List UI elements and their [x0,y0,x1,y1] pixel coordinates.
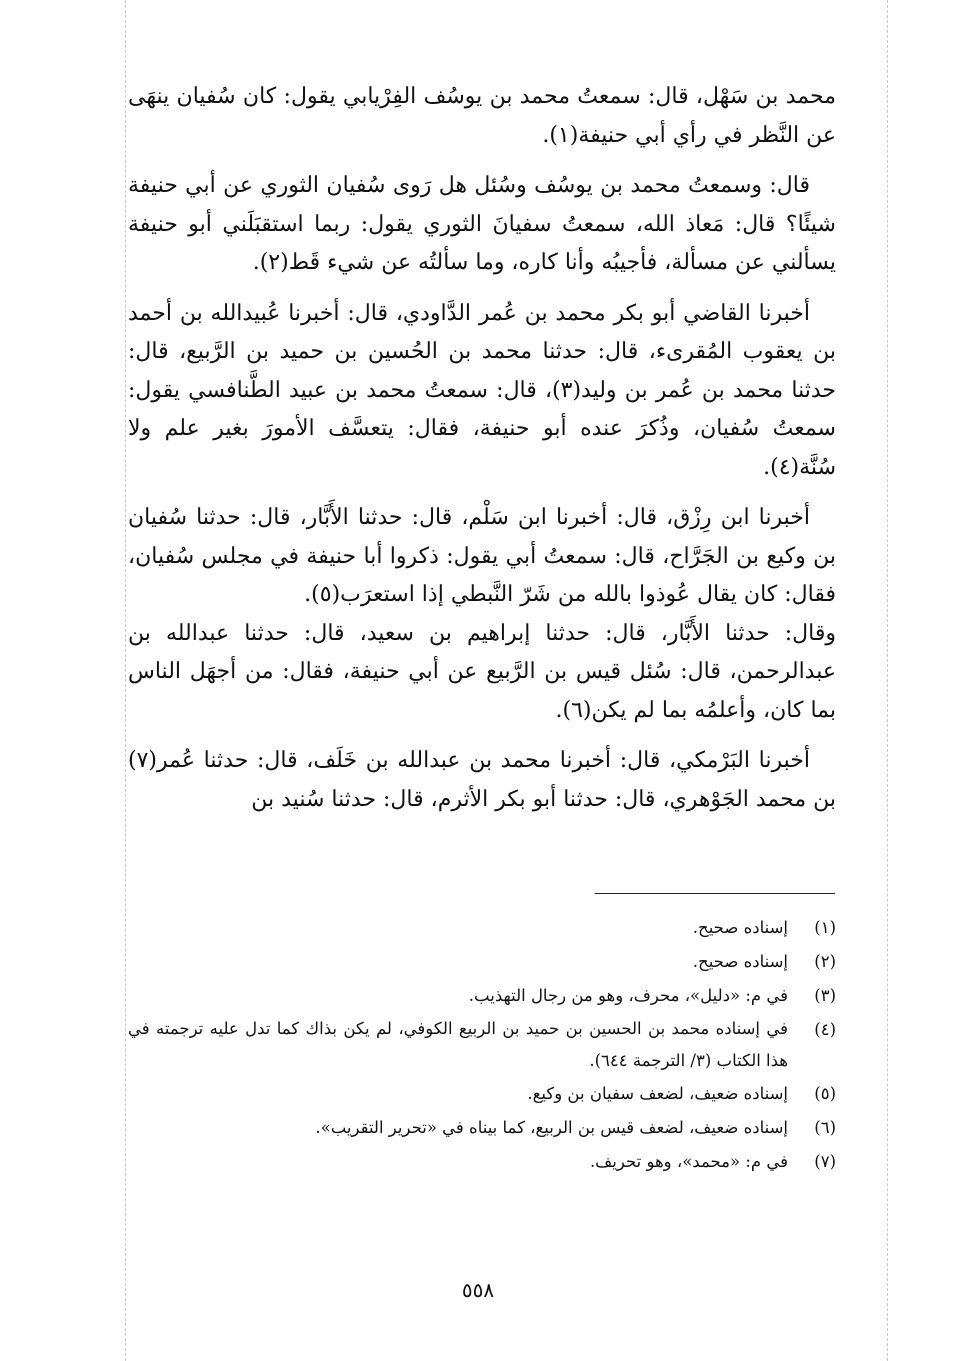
footnote-number: (٧) [814,1152,836,1171]
paragraph-4: أخبرنا ابن رِزْق، قال: أخبرنا ابن سَلْم، قال: حدثنا الأَبَّار، قال: حدثنا سُفيان بن وكيع بن الجَرَّاح، قال: سمعتُ أبي يقول: ذكروا أبا حنيفة في مجلس سُفيان، فقال: كان يقال عُوذوا بالله من شَرّ النَّبطي إذا استعرَب(٥). [128,505,836,607]
footnotes [128,911,836,1179]
footnote-separator [595,893,835,894]
footnote-number: (٢) [814,952,836,971]
footnote-number: (٣) [814,986,836,1005]
footnote-text: إسناده صحيح. [692,952,788,971]
footnote-text: إسناده صحيح. [692,918,788,937]
footnote [128,1077,836,1111]
footnote-number: (٥) [814,1084,836,1103]
paragraph-1: محمد بن سَهْل، قال: سمعتُ محمد بن يوسُف الفِرْيابي يقول: كان سُفيان ينهَى عن النَّظر في رأي أبي حنيفة(١). [128,84,836,148]
footnote [128,1013,836,1077]
footnote [128,911,836,945]
footnote-text: في م: «دليل»، محرف، وهو من رجال التهذيب. [468,986,788,1005]
page-edge-right [887,0,888,1361]
footnote-text: إسناده ضعيف، لضعف سفيان بن وكيع. [527,1084,788,1103]
paragraph-6: أخبرنا البَرْمكي، قال: أخبرنا محمد بن عبدالله بن خَلَف، قال: حدثنا عُمر(٧) بن محمد الجَوْهري، قال: حدثنا أبو بكر الأثرم، قال: حدثنا سُنيد بن [128,748,836,812]
paragraph-5: وقال: حدثنا الأَبَّار، قال: حدثنا إبراهيم بن سعيد، قال: حدثنا عبدالله بن عبدالرحمن، قال: سُئل قيس بن الرَّبيع عن أبي حنيفة، فقال: من أجهَل الناس بما كان، وأعلمُه بما لم يكن(٦). [128,620,837,723]
footnote-number: (٤) [814,1020,836,1039]
page-edge-left [125,0,126,1361]
footnote-number: (١) [814,918,836,937]
footnote-text: في م: «محمد»، وهو تحريف. [589,1152,788,1171]
footnote [128,945,836,979]
footnote-text: في إسناده محمد بن الحسين بن حميد بن الربيع الكوفي، لم يكن بذاك كما تدل عليه ترجمته في هذا الكتاب (٣/ الترجمة ٦٤٤). [128,1019,788,1070]
page-number: ٥٥٨ [461,1278,495,1302]
paragraph-2: قال: وسمعتُ محمد بن يوسُف وسُئل هل رَوى سُفيان الثوري عن أبي حنيفة شيئًا؟ قال: مَعاذ الله، سمعتُ سفيانَ الثوري يقول: ربما استقبَلَني أبو حنيفة يسألني عن مسألة، فأجيبُه وأنا كاره، وما سألتُه عن شيء قَط(٢). [128,173,836,275]
main-text [128,78,836,831]
footnote-text: إسناده ضعيف، لضعف قيس بن الربيع، كما بيناه في «تحرير التقريب». [315,1118,788,1137]
footnote [128,1145,836,1179]
footnote [128,1111,836,1145]
footnote-number: (٦) [814,1118,836,1137]
footnote [128,979,836,1013]
paragraph-3: أخبرنا القاضي أبو بكر محمد بن عُمر الدَّاودي، قال: أخبرنا عُبيدالله بن أحمد بن يعقوب المُقرىء، قال: حدثنا محمد بن الحُسين بن حميد بن الرَّبيع، قال: حدثنا محمد بن عُمر بن وليد(٣)، قال: سمعتُ محمد بن عبيد الطَّنافسي يقول: سمعتُ سُفيان، وذُكرَ عنده أبو حنيفة، فقال: يتعسَّف الأمورَ بغير علم ولا سُنَّة(٤). [128,300,836,480]
